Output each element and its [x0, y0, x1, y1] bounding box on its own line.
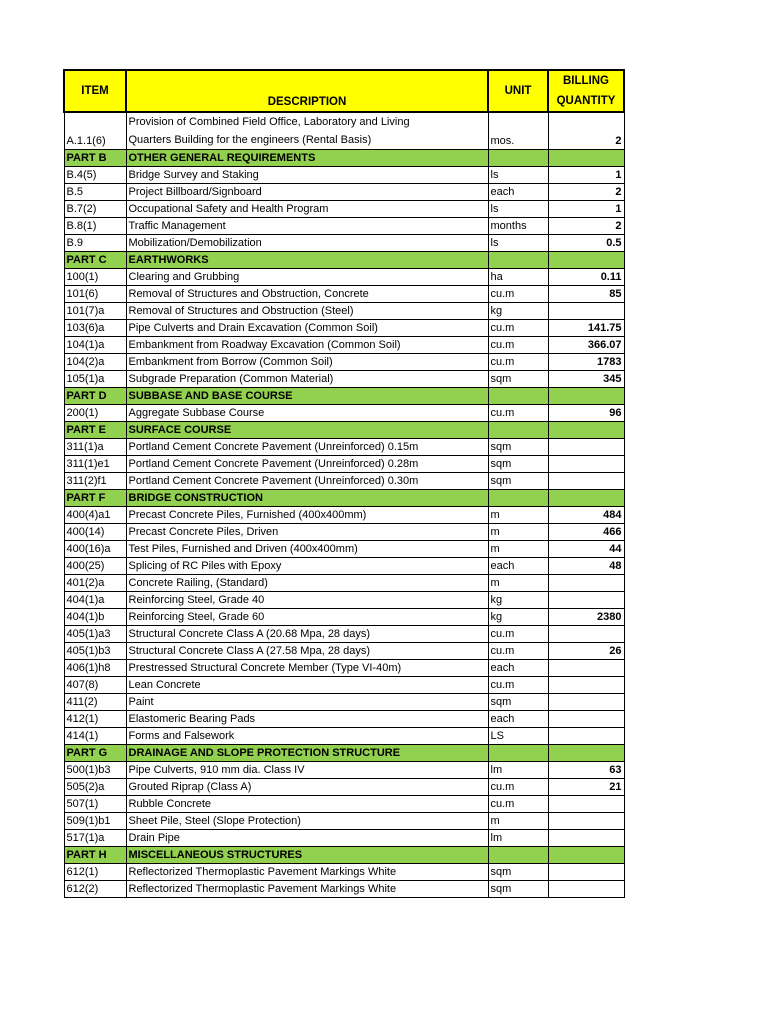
unit-cell: sqm [488, 864, 548, 881]
unit-cell: cu.m [488, 337, 548, 354]
table-row [64, 235, 624, 252]
unit-cell: cu.m [488, 779, 548, 796]
description-cell: Grouted Riprap (Class A) [126, 779, 488, 796]
description-cell: Subgrade Preparation (Common Material) [126, 371, 488, 388]
part-qty-empty [548, 422, 624, 439]
item-cell: 405(1)a3 [64, 626, 126, 643]
table-row [64, 609, 624, 626]
unit-cell: m [488, 575, 548, 592]
table-row [64, 473, 624, 490]
item-cell: 400(4)a1 [64, 507, 126, 524]
quantity-cell [548, 694, 624, 711]
description-cell: Project Billboard/Signboard [126, 184, 488, 201]
item-cell: 104(1)a [64, 337, 126, 354]
item-cell: 400(25) [64, 558, 126, 575]
description-cell: Aggregate Subbase Course [126, 405, 488, 422]
item-cell: 404(1)a [64, 592, 126, 609]
unit-cell: each [488, 184, 548, 201]
description-cell: Precast Concrete Piles, Driven [126, 524, 488, 541]
unit-cell: sqm [488, 456, 548, 473]
item-cell: 404(1)b [64, 609, 126, 626]
quantity-cell: 345 [548, 371, 624, 388]
header-description: DESCRIPTION [126, 70, 488, 112]
part-header-row [64, 847, 624, 864]
quantity-cell: 1783 [548, 354, 624, 371]
description-cell: Embankment from Borrow (Common Soil) [126, 354, 488, 371]
header-billing: BILLING [563, 75, 609, 87]
unit-cell: kg [488, 609, 548, 626]
description-cell: Elastomeric Bearing Pads [126, 711, 488, 728]
unit-cell: each [488, 711, 548, 728]
description-line: Quarters Building for the engineers (Rental Basis) [128, 134, 372, 146]
unit-cell: kg [488, 592, 548, 609]
part-qty-empty [548, 150, 624, 167]
item-cell: 612(2) [64, 881, 126, 898]
unit-cell: lm [488, 762, 548, 779]
unit-cell: sqm [488, 881, 548, 898]
item-cell: 200(1) [64, 405, 126, 422]
unit-cell: sqm [488, 694, 548, 711]
part-unit-empty [488, 388, 548, 405]
quantity-cell [548, 881, 624, 898]
part-label: PART C [64, 252, 126, 269]
item-cell: 412(1) [64, 711, 126, 728]
item-cell: B.5 [64, 184, 126, 201]
billing-table [63, 69, 625, 898]
header-quantity: QUANTITY [556, 95, 616, 107]
table-body [64, 112, 624, 898]
unit-cell: cu.m [488, 354, 548, 371]
part-label: PART B [64, 150, 126, 167]
quantity-cell: 44 [548, 541, 624, 558]
unit-cell: sqm [488, 473, 548, 490]
table-row [64, 201, 624, 218]
description-cell: Occupational Safety and Health Program [126, 201, 488, 218]
table-row [64, 218, 624, 235]
unit-cell: LS [488, 728, 548, 745]
table-row [64, 592, 624, 609]
quantity-cell: 2 [548, 184, 624, 201]
table-row [64, 864, 624, 881]
quantity-cell: 21 [548, 779, 624, 796]
table-row [64, 660, 624, 677]
quantity-cell [548, 303, 624, 320]
table-row [64, 269, 624, 286]
table-row [64, 762, 624, 779]
quantity-cell [548, 677, 624, 694]
quantity-cell [548, 796, 624, 813]
description-cell: Precast Concrete Piles, Furnished (400x400mm) [126, 507, 488, 524]
quantity-cell: 63 [548, 762, 624, 779]
item-cell: 406(1)h8 [64, 660, 126, 677]
table-row [64, 575, 624, 592]
item-cell: 400(14) [64, 524, 126, 541]
quantity-cell [548, 626, 624, 643]
part-header-row [64, 745, 624, 762]
description-cell: Test Piles, Furnished and Driven (400x400mm) [126, 541, 488, 558]
part-label: PART F [64, 490, 126, 507]
quantity-cell: 0.11 [548, 269, 624, 286]
description-cell: Clearing and Grubbing [126, 269, 488, 286]
quantity-cell [548, 575, 624, 592]
unit-cell: cu.m [488, 320, 548, 337]
table-row [64, 796, 624, 813]
description-cell: Portland Cement Concrete Pavement (Unreinforced) 0.28m [126, 456, 488, 473]
quantity-cell: 2380 [548, 609, 624, 626]
description-cell: Structural Concrete Class A (20.68 Mpa, 28 days) [126, 626, 488, 643]
quantity-cell: 1 [548, 167, 624, 184]
quantity-cell: 26 [548, 643, 624, 660]
item-cell: B.7(2) [64, 201, 126, 218]
item-cell: 405(1)b3 [64, 643, 126, 660]
table-row [64, 507, 624, 524]
item-cell: 311(1)a [64, 439, 126, 456]
table-row [64, 112, 624, 150]
item-cell: 414(1) [64, 728, 126, 745]
description-cell: Embankment from Roadway Excavation (Common Soil) [126, 337, 488, 354]
quantity-cell: 96 [548, 405, 624, 422]
description-cell: Concrete Railing, (Standard) [126, 575, 488, 592]
item-cell: 101(6) [64, 286, 126, 303]
item-cell: 517(1)a [64, 830, 126, 847]
description-cell: Reinforcing Steel, Grade 60 [126, 609, 488, 626]
table-row [64, 558, 624, 575]
item-cell: 500(1)b3 [64, 762, 126, 779]
part-unit-empty [488, 745, 548, 762]
table-row [64, 439, 624, 456]
part-title: EARTHWORKS [126, 252, 488, 269]
item-cell: 400(16)a [64, 541, 126, 558]
quantity-cell: 366.07 [548, 337, 624, 354]
unit-cell: months [488, 218, 548, 235]
table-row [64, 371, 624, 388]
description-cell: Sheet Pile, Steel (Slope Protection) [126, 813, 488, 830]
item-cell: 505(2)a [64, 779, 126, 796]
description-cell: Structural Concrete Class A (27.58 Mpa, 28 days) [126, 643, 488, 660]
part-unit-empty [488, 422, 548, 439]
quantity-cell: 2 [548, 218, 624, 235]
unit-cell: cu.m [488, 677, 548, 694]
unit-cell: each [488, 558, 548, 575]
description-cell: Prestressed Structural Concrete Member (Type VI-40m) [126, 660, 488, 677]
table-row [64, 643, 624, 660]
item-cell: 612(1) [64, 864, 126, 881]
part-title: DRAINAGE AND SLOPE PROTECTION STRUCTURE [126, 745, 488, 762]
quantity-cell: 141.75 [548, 320, 624, 337]
table-row [64, 626, 624, 643]
unit-cell: m [488, 507, 548, 524]
unit-cell: cu.m [488, 643, 548, 660]
table-row [64, 830, 624, 847]
part-unit-empty [488, 847, 548, 864]
item-cell: 507(1) [64, 796, 126, 813]
quantity-cell: 0.5 [548, 235, 624, 252]
description-cell: Portland Cement Concrete Pavement (Unreinforced) 0.30m [126, 473, 488, 490]
part-label: PART G [64, 745, 126, 762]
table-row [64, 524, 624, 541]
table-row [64, 354, 624, 371]
part-header-row [64, 388, 624, 405]
description-cell: Mobilization/Demobilization [126, 235, 488, 252]
description-cell: Pipe Culverts and Drain Excavation (Common Soil) [126, 320, 488, 337]
quantity-cell [548, 660, 624, 677]
quantity-cell: 466 [548, 524, 624, 541]
part-title: SUBBASE AND BASE COURSE [126, 388, 488, 405]
description-cell: Reflectorized Thermoplastic Pavement Markings White [126, 864, 488, 881]
part-title: SURFACE COURSE [126, 422, 488, 439]
unit-cell: mos. [488, 112, 548, 150]
unit-cell: each [488, 660, 548, 677]
quantity-cell: 484 [548, 507, 624, 524]
item-cell: B.9 [64, 235, 126, 252]
quantity-cell [548, 830, 624, 847]
description-cell: Portland Cement Concrete Pavement (Unreinforced) 0.15m [126, 439, 488, 456]
description-cell: Splicing of RC Piles with Epoxy [126, 558, 488, 575]
quantity-cell: 48 [548, 558, 624, 575]
quantity-cell: 2 [548, 112, 624, 150]
part-header-row [64, 490, 624, 507]
item-cell: 104(2)a [64, 354, 126, 371]
item-cell: A.1.1(6) [64, 112, 126, 150]
header-billing-quantity [548, 70, 624, 112]
table-row [64, 881, 624, 898]
unit-cell: ha [488, 269, 548, 286]
table-row [64, 694, 624, 711]
description-cell: Removal of Structures and Obstruction (Steel) [126, 303, 488, 320]
table-row [64, 303, 624, 320]
item-cell: 509(1)b1 [64, 813, 126, 830]
item-cell: 311(1)e1 [64, 456, 126, 473]
part-title: OTHER GENERAL REQUIREMENTS [126, 150, 488, 167]
quantity-cell [548, 711, 624, 728]
table-row [64, 779, 624, 796]
item-cell: 100(1) [64, 269, 126, 286]
table-row [64, 728, 624, 745]
description-cell: Pipe Culverts, 910 mm dia. Class IV [126, 762, 488, 779]
item-cell: B.8(1) [64, 218, 126, 235]
table-header [64, 70, 624, 112]
description-cell: Reinforcing Steel, Grade 40 [126, 592, 488, 609]
quantity-cell [548, 439, 624, 456]
unit-cell: ls [488, 201, 548, 218]
unit-cell: cu.m [488, 626, 548, 643]
unit-cell: m [488, 541, 548, 558]
unit-cell: ls [488, 235, 548, 252]
table-row [64, 711, 624, 728]
table-row [64, 813, 624, 830]
unit-cell: m [488, 524, 548, 541]
unit-cell: cu.m [488, 286, 548, 303]
part-unit-empty [488, 490, 548, 507]
description-cell: Forms and Falsework [126, 728, 488, 745]
part-header-row [64, 252, 624, 269]
item-cell: B.4(5) [64, 167, 126, 184]
quantity-cell [548, 864, 624, 881]
description-cell: Bridge Survey and Staking [126, 167, 488, 184]
unit-cell: sqm [488, 371, 548, 388]
header-item: ITEM [64, 70, 126, 112]
quantity-cell [548, 592, 624, 609]
quantity-cell [548, 813, 624, 830]
unit-cell: cu.m [488, 405, 548, 422]
item-cell: 407(8) [64, 677, 126, 694]
unit-cell: ls [488, 167, 548, 184]
table-row [64, 167, 624, 184]
description-cell: Reflectorized Thermoplastic Pavement Markings White [126, 881, 488, 898]
item-cell: 401(2)a [64, 575, 126, 592]
item-cell: 411(2) [64, 694, 126, 711]
table-row [64, 405, 624, 422]
part-qty-empty [548, 745, 624, 762]
quantity-cell [548, 473, 624, 490]
table-row [64, 286, 624, 303]
part-header-row [64, 150, 624, 167]
part-qty-empty [548, 490, 624, 507]
description-cell: Lean Concrete [126, 677, 488, 694]
part-qty-empty [548, 252, 624, 269]
item-cell: 101(7)a [64, 303, 126, 320]
table-row [64, 320, 624, 337]
part-unit-empty [488, 150, 548, 167]
table-row [64, 184, 624, 201]
part-title: BRIDGE CONSTRUCTION [126, 490, 488, 507]
part-label: PART H [64, 847, 126, 864]
table-row [64, 337, 624, 354]
description-cell: Removal of Structures and Obstruction, Concrete [126, 286, 488, 303]
table-row [64, 677, 624, 694]
table-row [64, 541, 624, 558]
description-cell [126, 112, 488, 150]
header-unit: UNIT [488, 70, 548, 112]
quantity-cell [548, 456, 624, 473]
quantity-cell: 1 [548, 201, 624, 218]
quantity-cell [548, 728, 624, 745]
unit-cell: kg [488, 303, 548, 320]
item-cell: 105(1)a [64, 371, 126, 388]
item-cell: 311(2)f1 [64, 473, 126, 490]
unit-cell: m [488, 813, 548, 830]
description-cell: Traffic Management [126, 218, 488, 235]
part-header-row [64, 422, 624, 439]
part-title: MISCELLANEOUS STRUCTURES [126, 847, 488, 864]
part-label: PART D [64, 388, 126, 405]
description-line: Provision of Combined Field Office, Laboratory and Living [128, 116, 410, 128]
part-label: PART E [64, 422, 126, 439]
part-qty-empty [548, 388, 624, 405]
description-cell: Paint [126, 694, 488, 711]
description-cell: Rubble Concrete [126, 796, 488, 813]
part-qty-empty [548, 847, 624, 864]
unit-cell: sqm [488, 439, 548, 456]
item-cell: 103(6)a [64, 320, 126, 337]
description-cell: Drain Pipe [126, 830, 488, 847]
unit-cell: lm [488, 830, 548, 847]
table-row [64, 456, 624, 473]
unit-cell: cu.m [488, 796, 548, 813]
part-unit-empty [488, 252, 548, 269]
quantity-cell: 85 [548, 286, 624, 303]
